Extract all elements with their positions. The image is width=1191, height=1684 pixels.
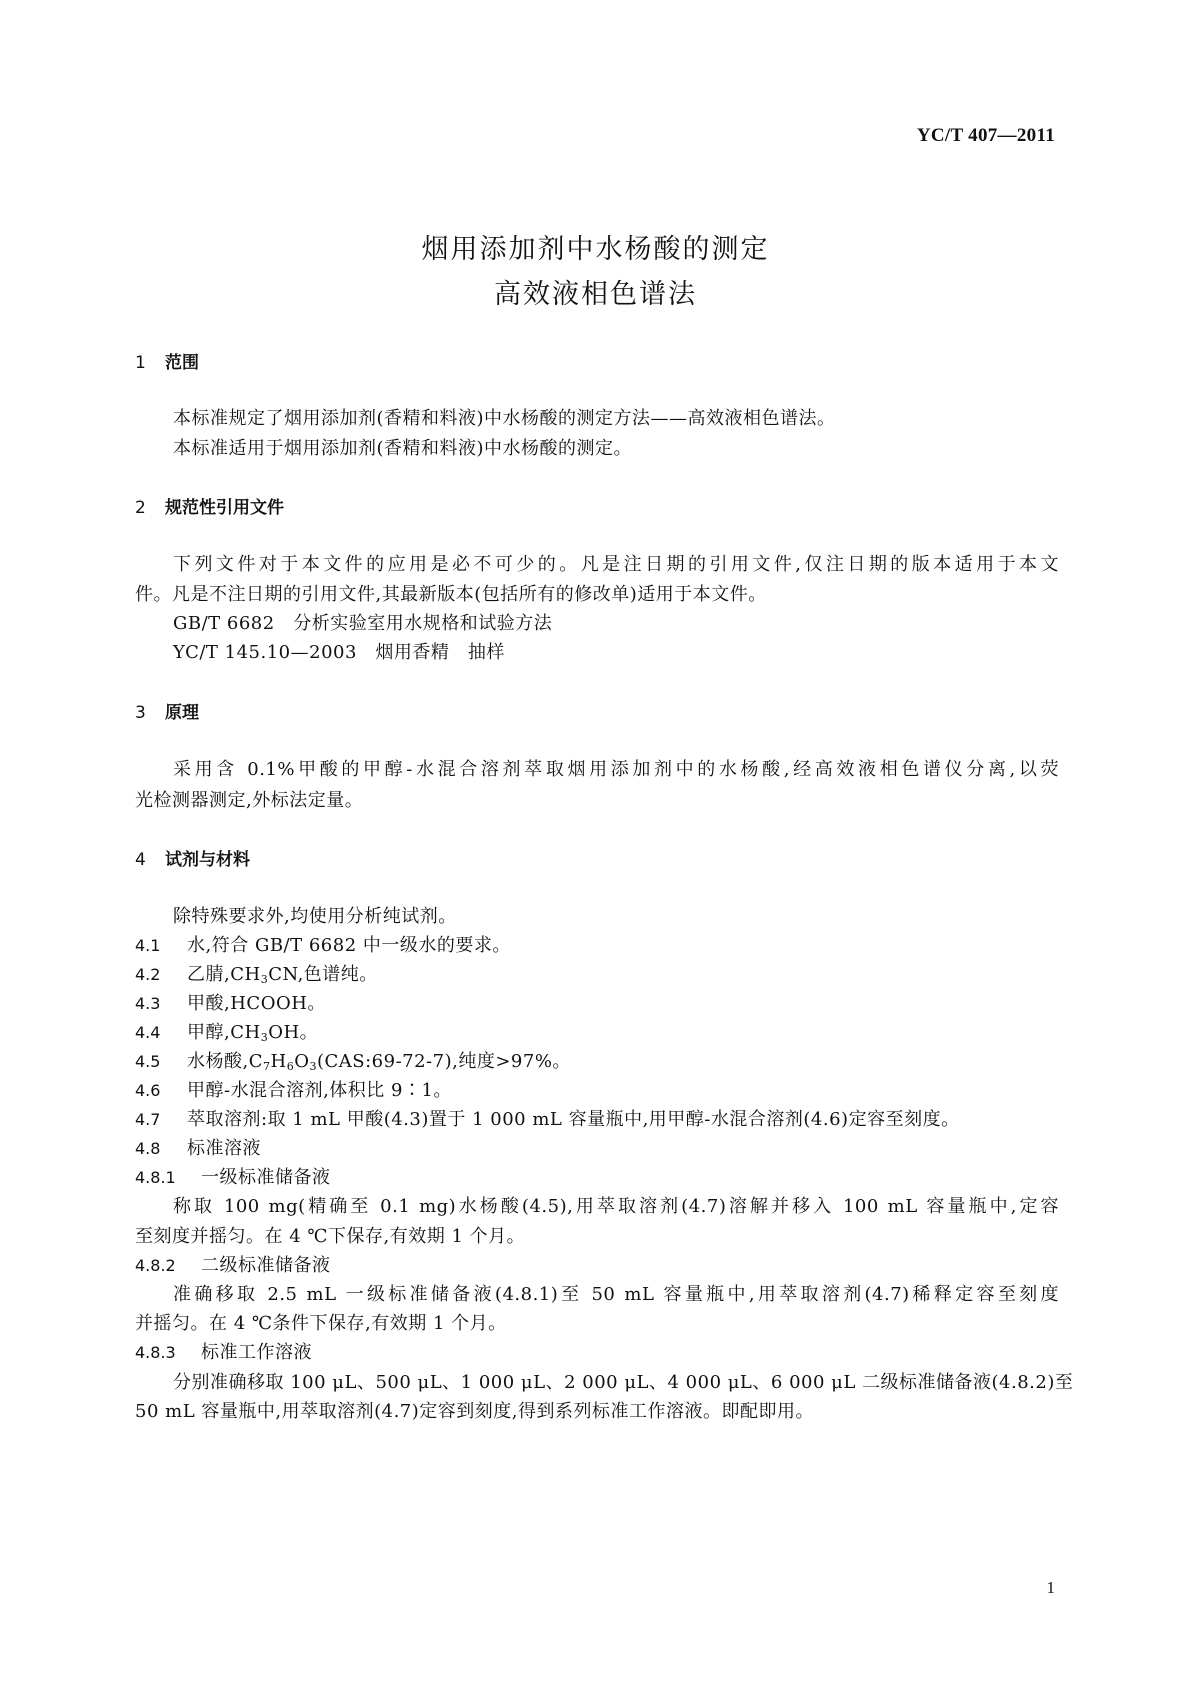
- clause-4-7: [135, 1105, 1059, 1131]
- clause-4-8-1-line-1: 称取 100 mg(精确至 0.1 mg)水杨酸(4.5),用萃取溶剂(4.7)溶解并移入 100 mL 容量瓶中,定容: [173, 1196, 1059, 1217]
- references-paragraph-line-1: 下列文件对于本文件的应用是必不可少的。凡是注日期的引用文件,仅注日期的版本适用于本文: [173, 554, 1059, 575]
- reagents-intro: 除特殊要求外,均使用分析纯试剂。: [173, 906, 457, 927]
- clause-4-8-2-line-1: 准确移取 2.5 mL 一级标准储备液(4.8.1)至 50 mL 容量瓶中,用萃取溶剂(4.7)稀释定容至刻度: [173, 1284, 1059, 1305]
- section-number: 3: [135, 703, 146, 723]
- document-title-line1: 烟用添加剂中水杨酸的测定: [421, 234, 770, 265]
- section-title: 原理: [165, 703, 199, 723]
- clause-4-8-2-line-2: 并摇匀。在 4 ℃条件下保存,有效期 1 个月。: [135, 1313, 507, 1334]
- page-number: 1: [1046, 1578, 1055, 1597]
- clause-title: 标准工作溶液: [201, 1342, 312, 1363]
- clause-number: 4.5: [135, 1052, 161, 1071]
- section-heading-principle: [135, 698, 199, 723]
- clause-4-8-3-line-1: 分别准确移取 100 μL、500 μL、1 000 μL、2 000 μL、4 000 μL、6 000 μL 二级标准储备液(4.8.2)至: [173, 1372, 1074, 1393]
- reference-title: 烟用香精 抽样: [375, 642, 505, 663]
- subscript: 3: [260, 1031, 269, 1044]
- references-paragraph-line-2: 件。凡是不注日期的引用文件,其最新版本(包括所有的修改单)适用于本文件。: [135, 584, 767, 605]
- clause-text: 甲酸,HCOOH。: [187, 993, 326, 1014]
- clause-text: 萃取溶剂:取 1 mL 甲酸(4.3)置于 1 000 mL 容量瓶中,用甲醇-水混合溶剂(4.6)定容至刻度。: [187, 1109, 960, 1130]
- clause-number: 4.1: [135, 936, 161, 955]
- clause-4-8-1-line-2: 至刻度并摇匀。在 4 ℃下保存,有效期 1 个月。: [135, 1226, 526, 1247]
- section-heading-reagents: [135, 845, 250, 870]
- clause-text: (CAS:69-72-7),纯度>97%。: [316, 1051, 571, 1072]
- subscript: 7: [263, 1060, 271, 1073]
- section-title: 规范性引用文件: [165, 498, 284, 518]
- clause-number: 4.8.2: [135, 1256, 176, 1275]
- clause-4-8-3-line-2: 50 mL 容量瓶中,用萃取溶剂(4.7)定容到刻度,得到系列标准工作溶液。即配即用。: [135, 1401, 814, 1422]
- clause-4-6: [135, 1076, 1059, 1102]
- section-heading-scope: [135, 348, 199, 373]
- principle-line-1: 采用含 0.1%甲酸的甲醇-水混合溶剂萃取烟用添加剂中的水杨酸,经高效液相色谱仪分离,以荧: [173, 759, 1059, 780]
- clause-4-4: [135, 1018, 1059, 1044]
- clause-text: H: [270, 1051, 287, 1072]
- clause-4-1: [135, 931, 1059, 957]
- clause-text: OH。: [268, 1022, 319, 1043]
- reference-code: YC/T 145.10—2003: [173, 642, 357, 663]
- clause-4-8: [135, 1134, 1059, 1160]
- document-title-line2: 高效液相色谱法: [494, 279, 697, 310]
- scope-paragraph-1: 本标准规定了烟用添加剂(香精和料液)中水杨酸的测定方法——高效液相色谱法。: [173, 408, 836, 429]
- subscript: 6: [286, 1060, 295, 1073]
- clause-text: 水,符合 GB/T 6682 中一级水的要求。: [187, 935, 511, 956]
- scope-paragraph-2: 本标准适用于烟用添加剂(香精和料液)中水杨酸的测定。: [173, 438, 633, 459]
- clause-text: 甲醇-水混合溶剂,体积比 9∶1。: [187, 1080, 452, 1101]
- section-title: 范围: [165, 353, 199, 373]
- clause-number: 4.8.1: [135, 1168, 176, 1187]
- clause-text: 甲醇,CH: [187, 1022, 261, 1043]
- section-number: 1: [135, 353, 146, 373]
- clause-text: 乙腈,CH: [187, 964, 261, 985]
- clause-number: 4.7: [135, 1110, 161, 1129]
- reference-title: 分析实验室用水规格和试验方法: [293, 613, 553, 634]
- section-heading-references: [135, 493, 284, 518]
- clause-text: O: [294, 1051, 310, 1072]
- clause-number: 4.2: [135, 965, 161, 984]
- clause-4-8-3-heading: [135, 1338, 1059, 1364]
- clause-text: CN,色谱纯。: [268, 964, 378, 985]
- clause-text: 水杨酸,C: [187, 1051, 263, 1072]
- clause-title: 二级标准储备液: [201, 1255, 331, 1276]
- clause-number: 4.8: [135, 1139, 161, 1158]
- reference-item: [173, 638, 1059, 664]
- clause-number: 4.3: [135, 994, 161, 1013]
- subscript: 3: [260, 973, 269, 986]
- section-title: 试剂与材料: [165, 850, 250, 870]
- clause-4-5: [135, 1047, 1059, 1073]
- clause-number: 4.8.3: [135, 1343, 176, 1362]
- clause-title: 一级标准储备液: [201, 1167, 331, 1188]
- reference-item: [173, 609, 1059, 635]
- clause-4-8-2-heading: [135, 1251, 1059, 1277]
- clause-4-3: [135, 989, 1059, 1015]
- subscript: 3: [309, 1060, 317, 1073]
- clause-number: 4.4: [135, 1023, 161, 1042]
- section-number: 4: [135, 850, 146, 870]
- clause-4-2: [135, 960, 1059, 986]
- section-number: 2: [135, 498, 146, 518]
- clause-number: 4.6: [135, 1081, 161, 1100]
- clause-4-8-1-heading: [135, 1163, 1059, 1189]
- standard-code: YC/T 407—2011: [916, 125, 1055, 146]
- reference-code: GB/T 6682: [173, 613, 275, 634]
- clause-text: 标准溶液: [187, 1138, 261, 1159]
- principle-line-2: 光检测器测定,外标法定量。: [135, 790, 364, 811]
